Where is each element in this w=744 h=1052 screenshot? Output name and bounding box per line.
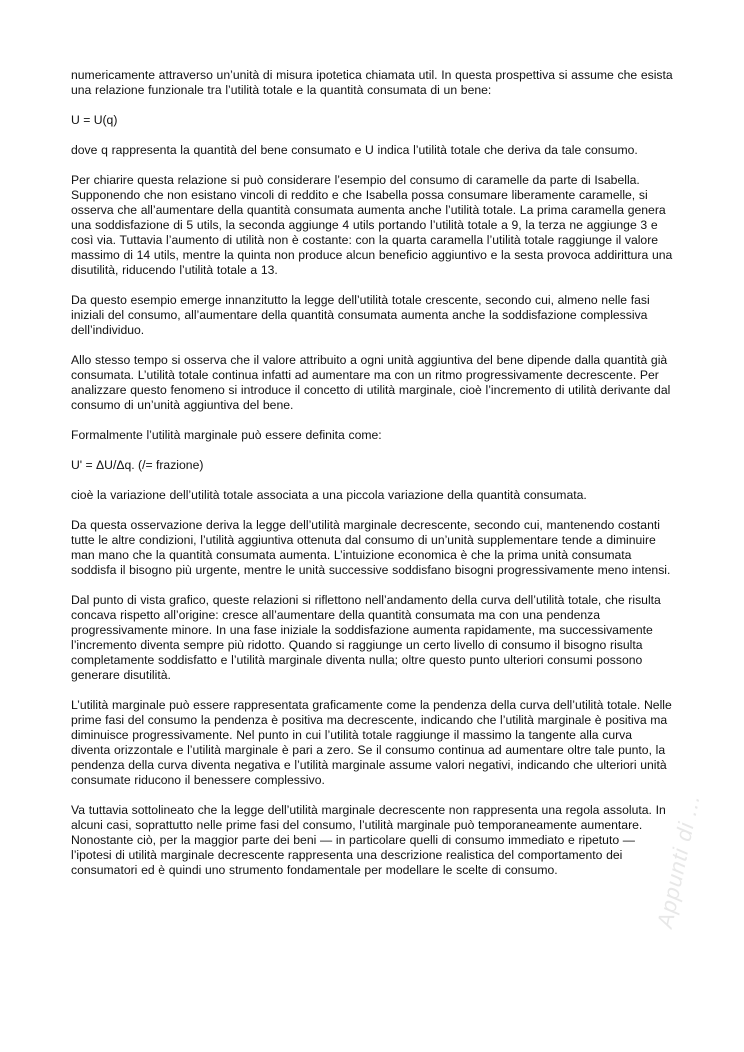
paragraph-conclusion: Va tuttavia sottolineato che la legge dell’utilità marginale decrescente non rappresenta una regola assoluta. In alcuni casi, soprattutto nelle prime fasi del consumo, l’utilità marginale può temporaneamente aumentare. Nonostante ciò, per la maggior parte dei beni — in particolare quelli di consumo immediato e ripetuto — l’ipotesi di utilità marginale decrescente rappresenta una descrizione realistica del comportamento dei consumatori ed è quindi uno strumento fondamentale per modellare le scelte di consumo. — [71, 803, 666, 877]
paragraph-candy-example: Per chiarire questa relazione si può considerare l’esempio del consumo di caramelle da parte di Isabella. Supponendo che non esistano vincoli di reddito e che Isabella possa consumare liberamente caramelle, si osserva che all’aumentare della quantità consumata aumenta anche l’utilità totale. La prima caramella genera una soddisfazione di 5 utils, la seconda aggiunge 4 utils portando l’utilità totale a 9, la terza ne aggiunge 3 e così via. Tuttavia l’aumento di utilità non è costante: con la quarta caramella l’utilità totale raggiunge il valore massimo di 14 utils, mentre la quinta non produce alcun beneficio aggiuntivo e la sesta provoca addirittura una disutilità, riducendo l’utilità totale a 13. — [71, 173, 673, 277]
document-page — [71, 68, 675, 893]
paragraph-variation: cioè la variazione dell’utilità totale associata a una piccola variazione della quantità consumata. — [71, 488, 587, 502]
paragraph-formal-definition: Formalmente l’utilità marginale può essere definita come: — [71, 428, 382, 442]
formula-total-utility: U = U(q) — [71, 113, 118, 127]
watermark-text: Appunti di ... — [652, 791, 705, 931]
paragraph-diminishing-law: Da questa osservazione deriva la legge dell’utilità marginale decrescente, secondo cui, mantenendo costanti tutte le altre condizioni, l’utilità aggiuntiva ottenuta dal consumo di un’unità supplementare tende a diminuire man mano che la quantità consumata aumenta. L’intuizione economica è che la prima unità consumata soddisfa il bisogno più urgente, mentre le unità successive soddisfano bisogni progressivamente meno intensi. — [71, 518, 671, 577]
formula-marginal-utility: U' = ΔU/Δq. (/= frazione) — [71, 458, 204, 472]
paragraph-intro: numericamente attraverso un’unità di misura ipotetica chiamata util. In questa prospettiva si assume che esista una relazione funzionale tra l’utilità totale e la quantità consumata di un bene: — [71, 68, 673, 97]
paragraph-marginal-utility-intro: Allo stesso tempo si osserva che il valore attribuito a ogni unità aggiuntiva del bene dipende dalla quantità già consumata. L’utilità totale continua infatti ad aumentare ma con un ritmo progressivamente decrescente. Per analizzare questo fenomeno si introduce il concetto di utilità marginale, cioè l’incremento di utilità derivante dal consumo di un’unità aggiuntiva del bene. — [71, 353, 671, 412]
paragraph-formula-explanation: dove q rappresenta la quantità del bene consumato e U indica l’utilità totale che deriva da tale consumo. — [71, 143, 638, 157]
paragraph-slope: L’utilità marginale può essere rappresentata graficamente come la pendenza della curva dell’utilità totale. Nelle prime fasi del consumo la pendenza è positiva ma decrescente, indicando che l’utilità marginale è positiva ma diminuisce progressivamente. Nel punto in cui l’utilità totale raggiunge il massimo la tangente alla curva diventa orizzontale e l’utilità marginale è pari a zero. Se il consumo continua ad aumentare oltre tale punto, la pendenza della curva diventa negativa e l’utilità marginale assume valori negativi, indicando che ulteriori unità consumate riducono il benessere complessivo. — [71, 698, 672, 787]
paragraph-total-utility-law: Da questo esempio emerge innanzitutto la legge dell’utilità totale crescente, secondo cui, almeno nelle fasi iniziali del consumo, all’aumentare della quantità consumata aumenta anche la soddisfazione complessiva dell’individuo. — [71, 293, 650, 337]
paragraph-graphical-view: Dal punto di vista grafico, queste relazioni si riflettono nell’andamento della curva dell’utilità totale, che risulta concava rispetto all’origine: cresce all’aumentare della quantità consumata ma con una pendenza progressivamente minore. In una fase iniziale la soddisfazione aumenta rapidamente, ma successivamente l’incremento diventa sempre più ridotto. Quando si raggiunge un certo livello di consumo il bisogno risulta completamente soddisfatto e l’utilità marginale diventa nulla; oltre questo punto ulteriori consumi possono generare disutilità. — [71, 593, 661, 682]
